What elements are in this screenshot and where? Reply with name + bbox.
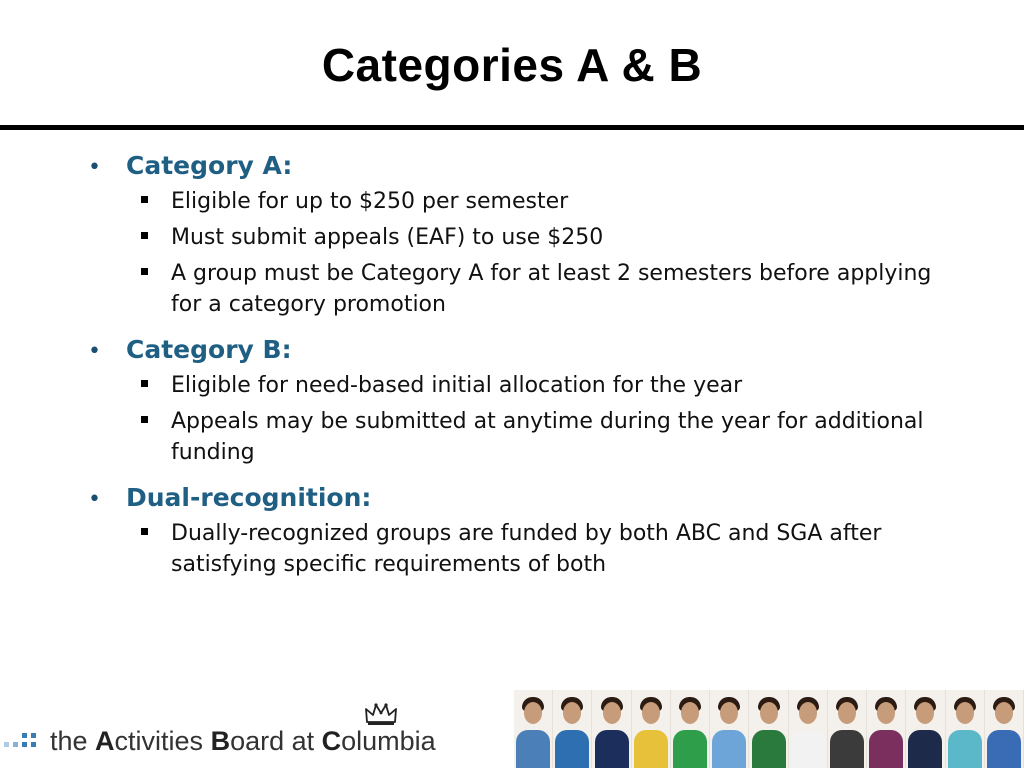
sub-list	[138, 370, 986, 468]
section-heading: Category A:	[126, 151, 293, 180]
bullet-icon: •	[88, 339, 101, 364]
student-photo	[985, 690, 1024, 768]
section-heading: Category B:	[126, 335, 292, 364]
student-photo	[553, 690, 592, 768]
student-photo	[632, 690, 671, 768]
list-item: A group must be Category A for at least 2 semesters before applying for a category promotion	[138, 258, 986, 320]
logo-dots-icon	[4, 733, 42, 747]
square-bullet-icon	[138, 186, 171, 203]
student-photo	[749, 690, 788, 768]
square-bullet-icon	[138, 258, 171, 275]
organization-name: the Activities Board at Columbia	[50, 726, 436, 756]
list-item: Eligible for need-based initial allocation for the year	[138, 370, 986, 401]
slide-title: Categories A & B	[321, 39, 703, 91]
list-item: Eligible for up to $250 per semester	[138, 186, 986, 217]
section-category-a	[86, 148, 986, 320]
list-item: Dually-recognized groups are funded by both ABC and SGA after satisfying specific requirements of both	[138, 518, 986, 580]
student-photo	[946, 690, 985, 768]
student-photo	[710, 690, 749, 768]
square-bullet-icon	[138, 370, 171, 387]
footer-banner	[0, 690, 1024, 768]
square-bullet-icon	[138, 406, 171, 423]
list-item: Must submit appeals (EAF) to use $250	[138, 222, 986, 253]
sub-list	[138, 186, 986, 320]
student-photo	[828, 690, 867, 768]
square-bullet-icon	[138, 518, 171, 535]
student-photo	[514, 690, 553, 768]
square-bullet-icon	[138, 222, 171, 239]
student-photo-strip	[514, 690, 1024, 768]
section-dual-recognition	[86, 480, 986, 580]
student-photo	[592, 690, 631, 768]
section-category-b	[86, 332, 986, 468]
slide-content	[86, 148, 986, 592]
bullet-icon: •	[88, 487, 101, 512]
section-heading: Dual-recognition:	[126, 483, 372, 512]
student-photo	[906, 690, 945, 768]
title-divider	[0, 125, 1024, 130]
bullet-icon: •	[88, 155, 101, 180]
student-photo	[867, 690, 906, 768]
crown-icon	[364, 702, 398, 726]
student-photo	[789, 690, 828, 768]
student-photo	[671, 690, 710, 768]
list-item: Appeals may be submitted at anytime during the year for additional funding	[138, 406, 986, 468]
sub-list	[138, 518, 986, 580]
